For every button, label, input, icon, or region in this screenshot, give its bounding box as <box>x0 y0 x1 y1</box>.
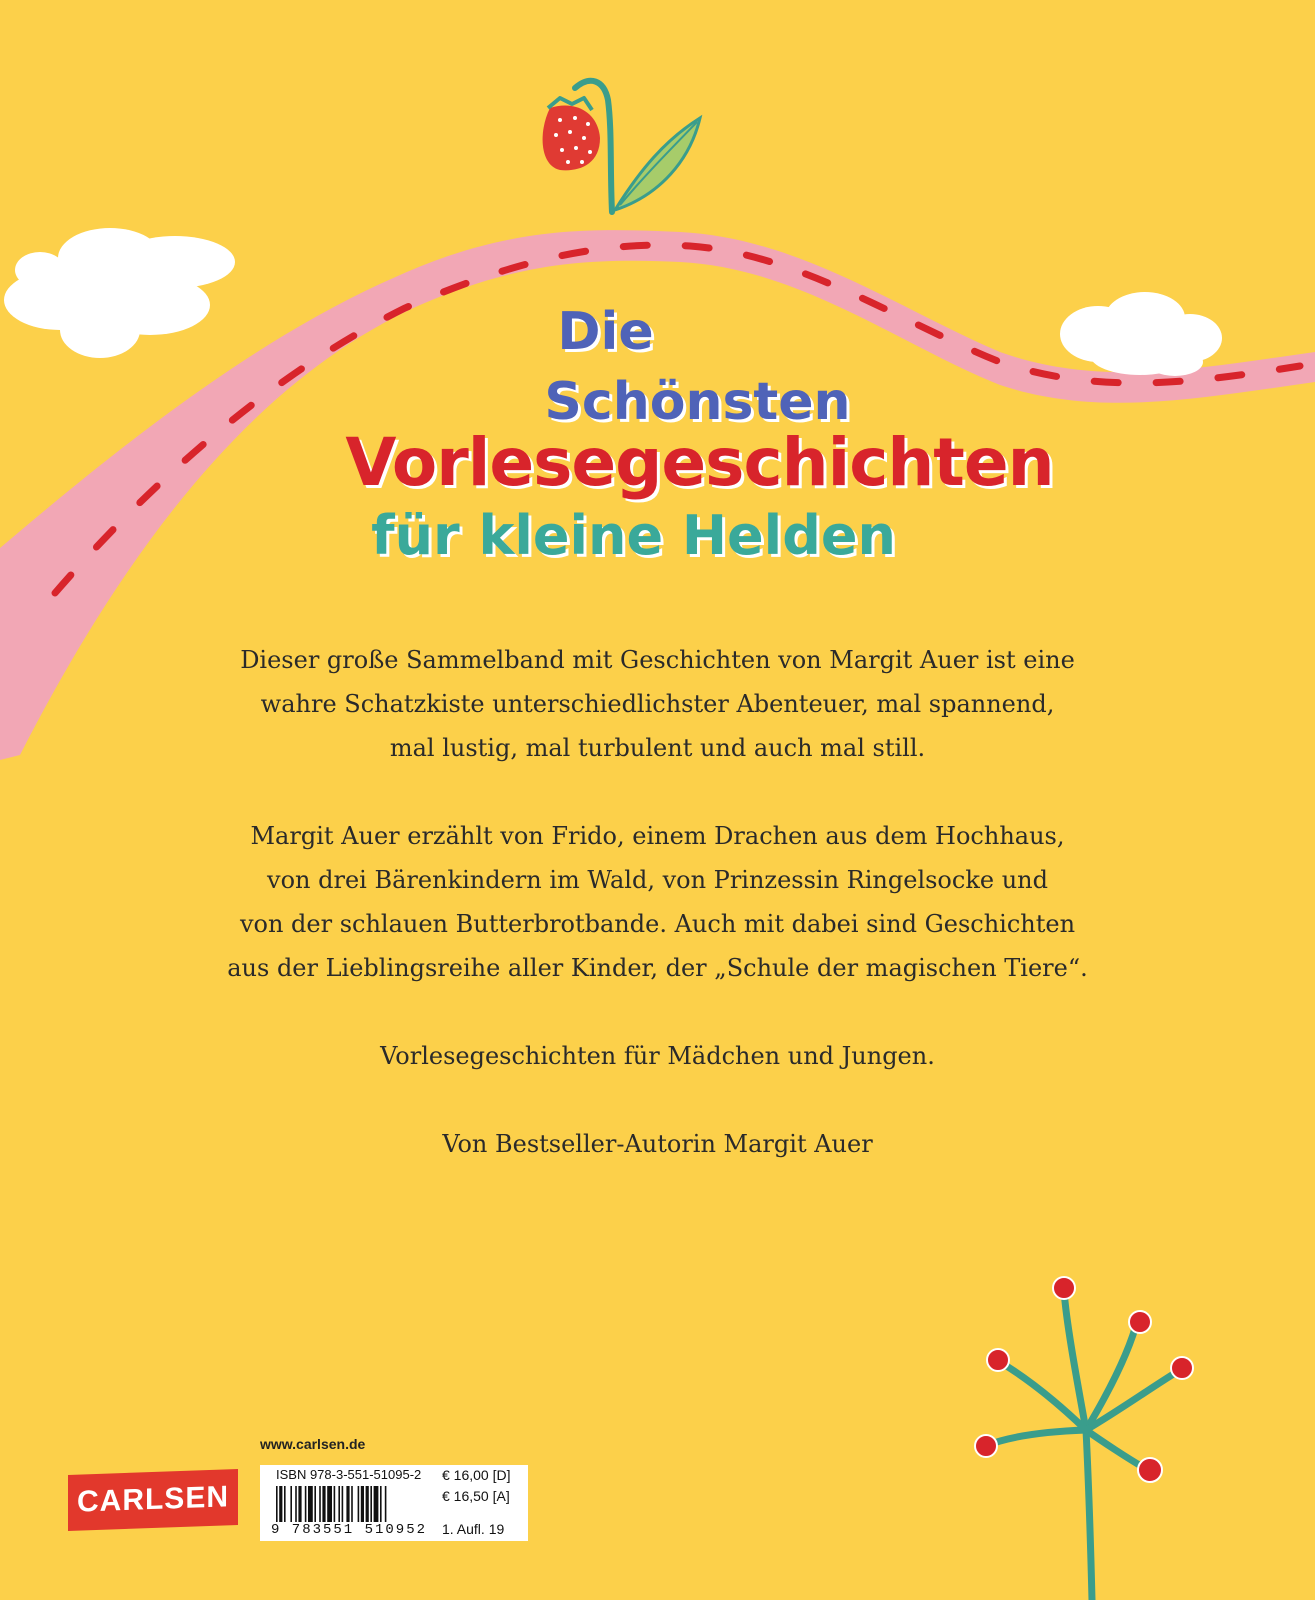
barcode-bar <box>308 1486 313 1522</box>
berry-branch <box>985 1290 1180 1600</box>
barcode-bar <box>338 1486 340 1522</box>
barcode-bar <box>385 1486 387 1522</box>
blurb-paragraph-3: Vorlesegeschichten für Mädchen und Jungen. <box>380 1042 935 1070</box>
blurb-paragraph-4: Von Bestseller-Autorin Margit Auer <box>442 1130 873 1158</box>
blurb-line: von der schlauen Butterbrotbande. Auch mit dabei sind Geschichten <box>239 910 1076 938</box>
barcode-bar <box>351 1486 353 1522</box>
barcode-bar <box>374 1486 379 1522</box>
barcode-bar <box>290 1486 292 1522</box>
barcode-bar <box>370 1486 372 1522</box>
barcode-bar <box>342 1486 344 1522</box>
barcode-bar <box>279 1486 282 1522</box>
barcode-bar <box>305 1486 307 1522</box>
blurb-line: aus der Lieblingsreihe aller Kinder, der „Schule der magischen Tiere“. <box>227 954 1088 982</box>
barcode-bar <box>366 1486 369 1522</box>
price-at: € 16,50 [A] <box>442 1488 510 1504</box>
blurb-text <box>0 638 1315 1210</box>
title-line-3: Vorlesegeschichten <box>345 424 1054 501</box>
barcode-bar <box>334 1486 336 1522</box>
barcode-bar <box>358 1486 360 1522</box>
blurb-line: wahre Schatzkiste unterschiedlichster Abenteuer, mal spannend, <box>260 690 1055 718</box>
edition: 1. Aufl. 19 <box>442 1521 505 1537</box>
carlsen-logo <box>68 1469 238 1531</box>
ean-digits: 9 783551 510952 <box>270 1522 428 1538</box>
blurb-line: Dieser große Sammelband mit Geschichten von Margit Auer ist eine <box>240 646 1075 674</box>
title-line-2: Schönsten <box>544 372 851 432</box>
strawberry-plant <box>543 81 700 212</box>
title-line-1: Die <box>557 302 654 362</box>
barcode-bar <box>346 1486 349 1522</box>
barcode-bar <box>295 1486 297 1522</box>
barcode-bars <box>276 1486 436 1522</box>
title-line-4: für kleine Helden <box>371 504 896 567</box>
barcode-bar <box>322 1486 325 1522</box>
price-de: € 16,00 [D] <box>442 1467 511 1483</box>
blurb-line: mal lustig, mal turbulent und auch mal still. <box>389 734 926 762</box>
barcode-bar <box>298 1486 301 1522</box>
barcode-bar <box>327 1486 332 1522</box>
isbn-text: ISBN 978-3-551-51095-2 <box>276 1467 422 1482</box>
blurb-paragraph-1 <box>0 638 1315 770</box>
barcode-bar <box>284 1486 286 1522</box>
barcode-bar <box>319 1486 321 1522</box>
blurb-paragraph-2 <box>0 814 1315 990</box>
blurb-line: Margit Auer erzählt von Frido, einem Drachen aus dem Hochhaus, <box>250 822 1065 850</box>
barcode-bar <box>361 1486 364 1522</box>
blurb-line: von drei Bärenkindern im Wald, von Prinzessin Ringelsocke und <box>267 866 1048 894</box>
barcode-bar <box>380 1486 382 1522</box>
barcode-bar <box>314 1486 316 1522</box>
logo-text: CARLSEN <box>76 1480 229 1519</box>
publisher-website: www.carlsen.de <box>260 1436 366 1452</box>
barcode-bar <box>276 1486 278 1522</box>
